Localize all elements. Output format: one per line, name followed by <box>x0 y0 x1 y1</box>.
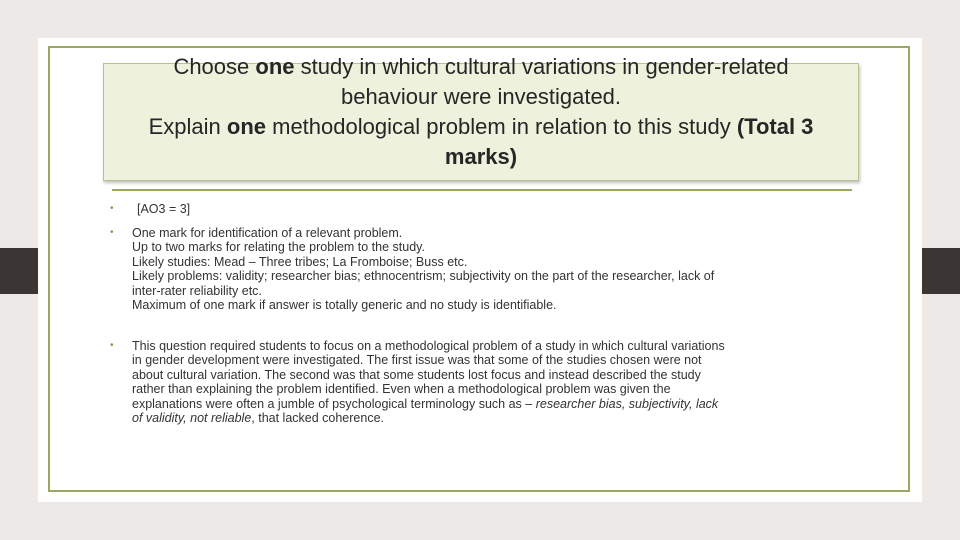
title-line-2: behaviour were investigated. <box>340 84 622 109</box>
mark-scheme-line: inter-rater reliability etc. <box>132 283 262 298</box>
bullet-icon: • <box>110 203 114 214</box>
bullet-icon: • <box>110 226 114 238</box>
report-line: This question required students to focus on a methodological problem of a study in which cultural variations <box>132 338 725 353</box>
bullet-examiner-report <box>110 339 850 426</box>
report-line: about cultural variation. The second was that some students lost focus and instead described the study <box>132 367 701 382</box>
bullet-mark-scheme <box>110 226 850 313</box>
mark-scheme-line: Likely studies: Mead – Three tribes; La Fromboise; Buss etc. <box>132 254 468 269</box>
report-line: in gender development were investigated. The first issue was that some of the studies chosen were not <box>132 353 702 367</box>
mark-scheme-line: Up to two marks for relating the problem to the study. <box>132 240 425 254</box>
mark-scheme-line: Maximum of one mark if answer is totally generic and no study is identifiable. <box>132 298 557 312</box>
slide-body <box>110 202 850 426</box>
bullet-ao: • [AO3 = 3] <box>110 202 191 216</box>
mark-scheme-line: One mark for identification of a relevant problem. <box>132 225 403 240</box>
bullet-icon: • <box>110 339 114 351</box>
report-line: explanations were often a jumble of psychological terminology such as – researcher bias, subjectivity, lack <box>132 396 719 411</box>
slide-title <box>96 52 866 172</box>
divider-rule <box>112 189 852 191</box>
title-line-4: marks) <box>444 144 518 169</box>
mark-scheme-line: Likely problems: validity; researcher bias; ethnocentrism; subjectivity on the part of the researcher, lack of <box>132 269 715 283</box>
report-line: rather than explaining the problem identified. Even when a methodological problem was given the <box>132 382 671 396</box>
report-line: of validity, not reliable, that lacked coherence. <box>132 411 385 425</box>
title-line-1: Choose one study in which cultural variations in gender-related <box>173 54 789 79</box>
title-line-3: Explain one methodological problem in relation to this study (Total 3 <box>148 114 814 139</box>
